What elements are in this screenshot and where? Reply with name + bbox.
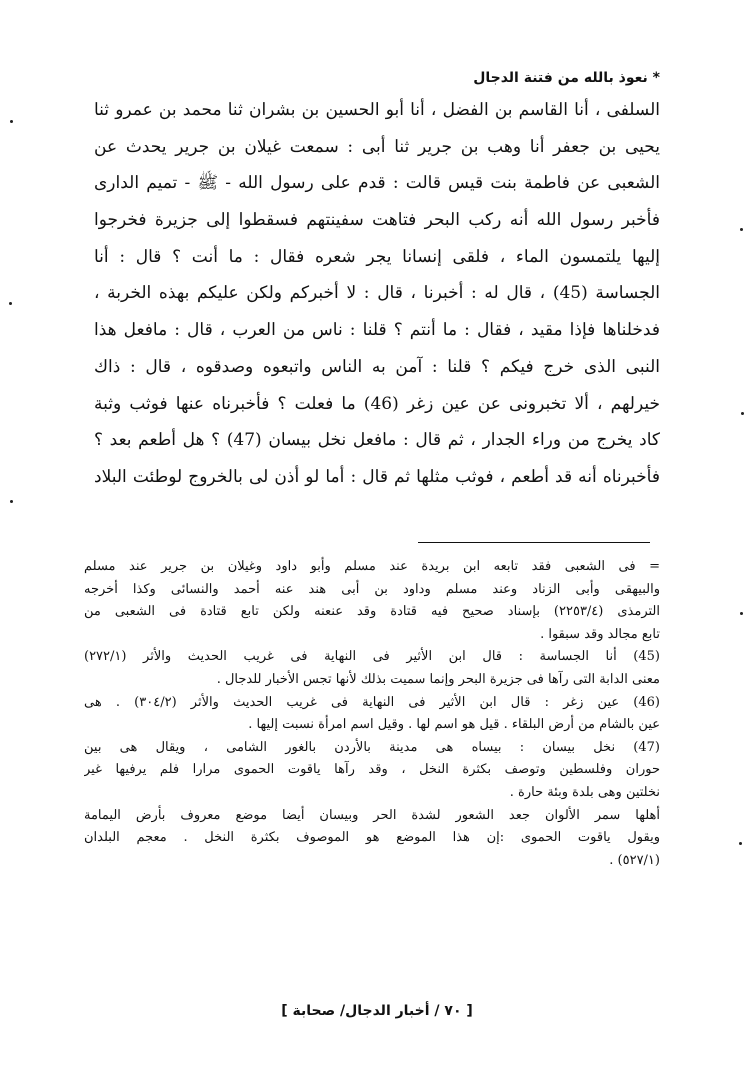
page-footer: [ ٧٠ / أخبار الدجال/ صحابة ]	[281, 1003, 473, 1019]
text-line: خيرلهم ، ألا تخبرونى عن عين زغر (46) ما فعلت ؟ فأخبرناه عنها فوثب وثبة	[94, 393, 660, 414]
footnote-line: ويقول ياقوت الحموى :إن هذا الموضع هو الموصوف بكثرة النخل . معجم البلدان	[84, 830, 660, 846]
footnote-line: معنى الدابة التى رآها فى جزيرة البحر وإنما سميت بذلك لأنها تجس الأخبار للدجال .	[216, 671, 660, 687]
footnote-line: حوران وفلسطين وتوصف بكثرة النخل ، وقد رآها ياقوت الحموى مرارا فلم يرفيها غير	[84, 762, 660, 778]
footnote-line: الترمذى (٢٢٥٣/٤) بإسناد صحيح فيه قتادة وقد عنعنه ولكن تابع قتادة فى الشعبى من	[84, 604, 660, 620]
footnote-line: (46) عين زغر : قال ابن الأثير فى النهاية فى غريب الحديث والأثر (٣٠٤/٢) . هى	[84, 694, 660, 710]
text-line: الشعبى عن فاطمة بنت قيس قالت : قدم على رسول الله - ﷺ - تميم الدارى	[94, 173, 660, 194]
margin-speck	[740, 612, 743, 615]
margin-speck	[740, 228, 743, 231]
text-line: الجساسة (45) ، قال له : أخبرنا ، قال : لا أخبركم ولكن عليكم بهذه الخربة ،	[94, 283, 660, 304]
footnote-line: تابع مجالد وقد سبقوا .	[540, 626, 660, 642]
margin-speck	[10, 500, 13, 503]
footnote-line: (47) نخل بيسان : بيساه هى مدينة بالأردن بالغور الشامى ، ويقال هى بين	[84, 739, 660, 755]
footnote-line: والبيهقى وأبى الزناد وعند مسلم وداود بن أبى هند عنه أحمد والنسائى وكذا أخرجه	[84, 581, 660, 597]
margin-speck	[739, 842, 742, 845]
text-line: إليها يلتمسون الماء ، فلقى إنسانا يجر شعره فقال : ما أنت ؟ قال : أنا	[94, 246, 660, 267]
text-line: فأخبرناه أنه قد أطعم ، فوثب مثلها ثم قال : أما لو أذن لى بالخروج لوطئت البلاد	[94, 466, 660, 487]
footnote-divider	[418, 542, 650, 543]
text-line: فدخلناها فإذا مقيد ، فقال : ما أنتم ؟ قلنا : ناس من العرب ، قال : مافعل هذا	[94, 320, 660, 341]
text-line: كاد يخرج من وراء الجدار ، ثم قال : مافعل نخل بيسان (47) ؟ هل أطعم بعد ؟	[94, 430, 660, 451]
text-line: السلفى ، أنا القاسم بن الفضل ، أنا أبو الحسين بن بشران ثنا محمد بن عمرو ثنا	[94, 100, 660, 120]
text-line: النبى الذى خرج فيكم ؟ قلنا : آمن به الناس واتبعوه وصدقوه ، قال : ذاك	[94, 356, 660, 377]
margin-speck	[9, 302, 12, 305]
footnotes	[84, 556, 660, 872]
footnote-line: (٥٢٧/١) .	[609, 852, 660, 868]
running-header: * نعوذ بالله من فتنة الدجال	[473, 70, 660, 86]
footnote-line: (45) أنا الجساسة : قال ابن الأثير فى النهاية فى غريب الحديث والأثر (٢٧٢/١)	[84, 649, 660, 665]
footnote-line: عين بالشام من أرض البلقاء . قيل هو اسم لها . وقيل اسم امرأة نسبت إليها .	[248, 717, 660, 733]
main-text	[94, 92, 660, 496]
text-line: فأخبر رسول الله أنه ركب البحر فتاهت سفينتهم فسقطوا إلى جزيرة فخرجوا	[94, 210, 660, 231]
footnote-line: نخلتين وهى بلدة وبئة حارة .	[509, 784, 660, 800]
margin-speck	[741, 412, 744, 415]
footnote-line: أهلها سمر الألوان جعد الشعور لشدة الحر وبيسان أيضا موضع معروف بأرض اليمامة	[84, 807, 660, 823]
text-line: يحيى بن جعفر أنا وهب بن جرير ثنا أبى : سمعت غيلان بن جرير يحدث عن	[94, 136, 660, 157]
footnote-line: = فى الشعبى فقد تابعه ابن بريدة عند مسلم وأبو داود وغيلان بن جرير عند مسلم	[84, 559, 660, 574]
margin-speck	[10, 120, 13, 123]
